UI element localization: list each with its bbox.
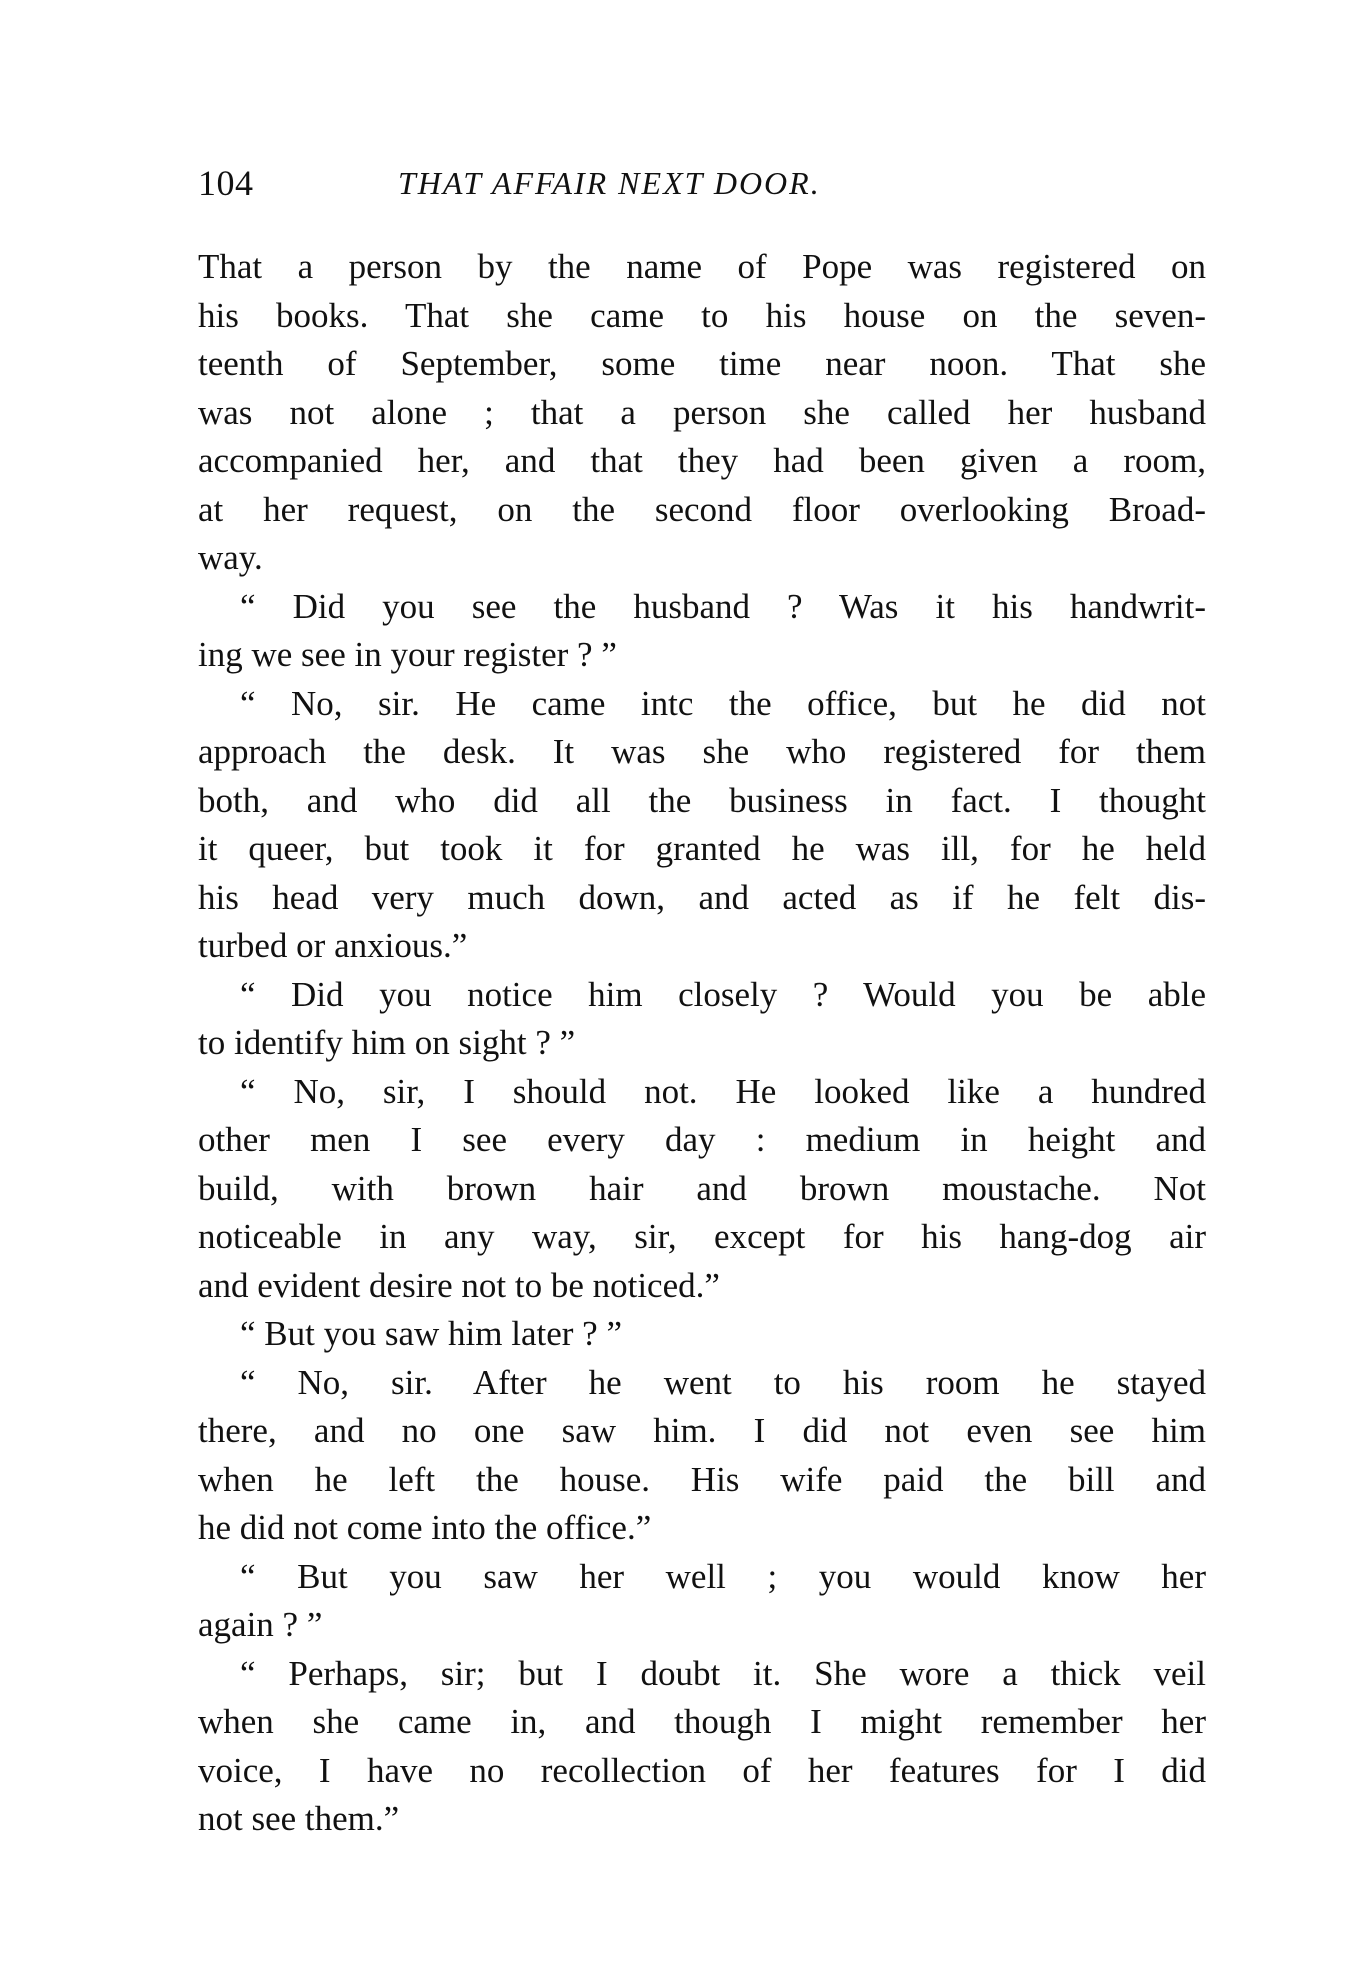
text-line: “ No, sir. He came intc the office, but he did not <box>240 683 1206 723</box>
text-line: “ No, sir. After he went to his room he stayed <box>240 1362 1206 1402</box>
text-line: not see them.” <box>198 1799 400 1838</box>
text-line: there, and no one saw him. I did not even see him <box>198 1411 1206 1450</box>
running-head: THAT AFFAIR NEXT DOOR. <box>398 165 821 201</box>
text-line: to identify him on sight ? ” <box>198 1023 576 1062</box>
text-line: “ No, sir, I should not. He looked like a hundred <box>240 1071 1206 1111</box>
page-number: 104 <box>198 163 254 203</box>
text-line: “ Perhaps, sir; but I doubt it. She wore a thick veil <box>240 1653 1206 1693</box>
text-line: “ But you saw her well ; you would know her <box>240 1556 1206 1596</box>
text-line: turbed or anxious.” <box>198 926 468 965</box>
text-line: it queer, but took it for granted he was ill, for he held <box>198 829 1206 868</box>
text-line: his books. That she came to his house on the seven- <box>198 295 1206 335</box>
text-line: was not alone ; that a person she called her husband <box>198 392 1206 432</box>
text-line: ing we see in your register ? ” <box>198 635 617 674</box>
text-line: That a person by the name of Pope was registered on <box>198 247 1206 286</box>
text-line: at her request, on the second floor overlooking Broad- <box>198 489 1206 529</box>
text-line: both, and who did all the business in fact. I thought <box>198 780 1206 820</box>
text-line: and evident desire not to be noticed.” <box>198 1265 720 1305</box>
text-line: build, with brown hair and brown moustache. Not <box>198 1168 1206 1208</box>
text-line: teenth of September, some time near noon. That she <box>198 344 1206 383</box>
text-line: his head very much down, and acted as if he felt dis- <box>198 877 1206 917</box>
text-line: accompanied her, and that they had been given a room, <box>198 441 1206 480</box>
text-line: when he left the house. His wife paid the bill and <box>198 1459 1206 1499</box>
text-line: “ Did you see the husband ? Was it his handwrit- <box>240 586 1206 626</box>
body-text <box>198 243 1206 1844</box>
text-line: noticeable in any way, sir, except for his hang-dog air <box>198 1217 1206 1256</box>
text-line: again ? ” <box>198 1605 323 1644</box>
page-header <box>198 158 1210 208</box>
text-line: voice, I have no recollection of her features for I did <box>198 1750 1206 1790</box>
text-line: “ But you saw him later ? ” <box>240 1314 622 1353</box>
text-line: “ Did you notice him closely ? Would you be able <box>240 974 1206 1014</box>
text-line: way. <box>198 538 263 577</box>
text-line: approach the desk. It was she who registered for them <box>198 732 1206 771</box>
text-line: he did not come into the office.” <box>198 1508 652 1547</box>
text-line: other men I see every day : medium in height and <box>198 1120 1206 1159</box>
text-line: when she came in, and though I might remember her <box>198 1702 1206 1741</box>
